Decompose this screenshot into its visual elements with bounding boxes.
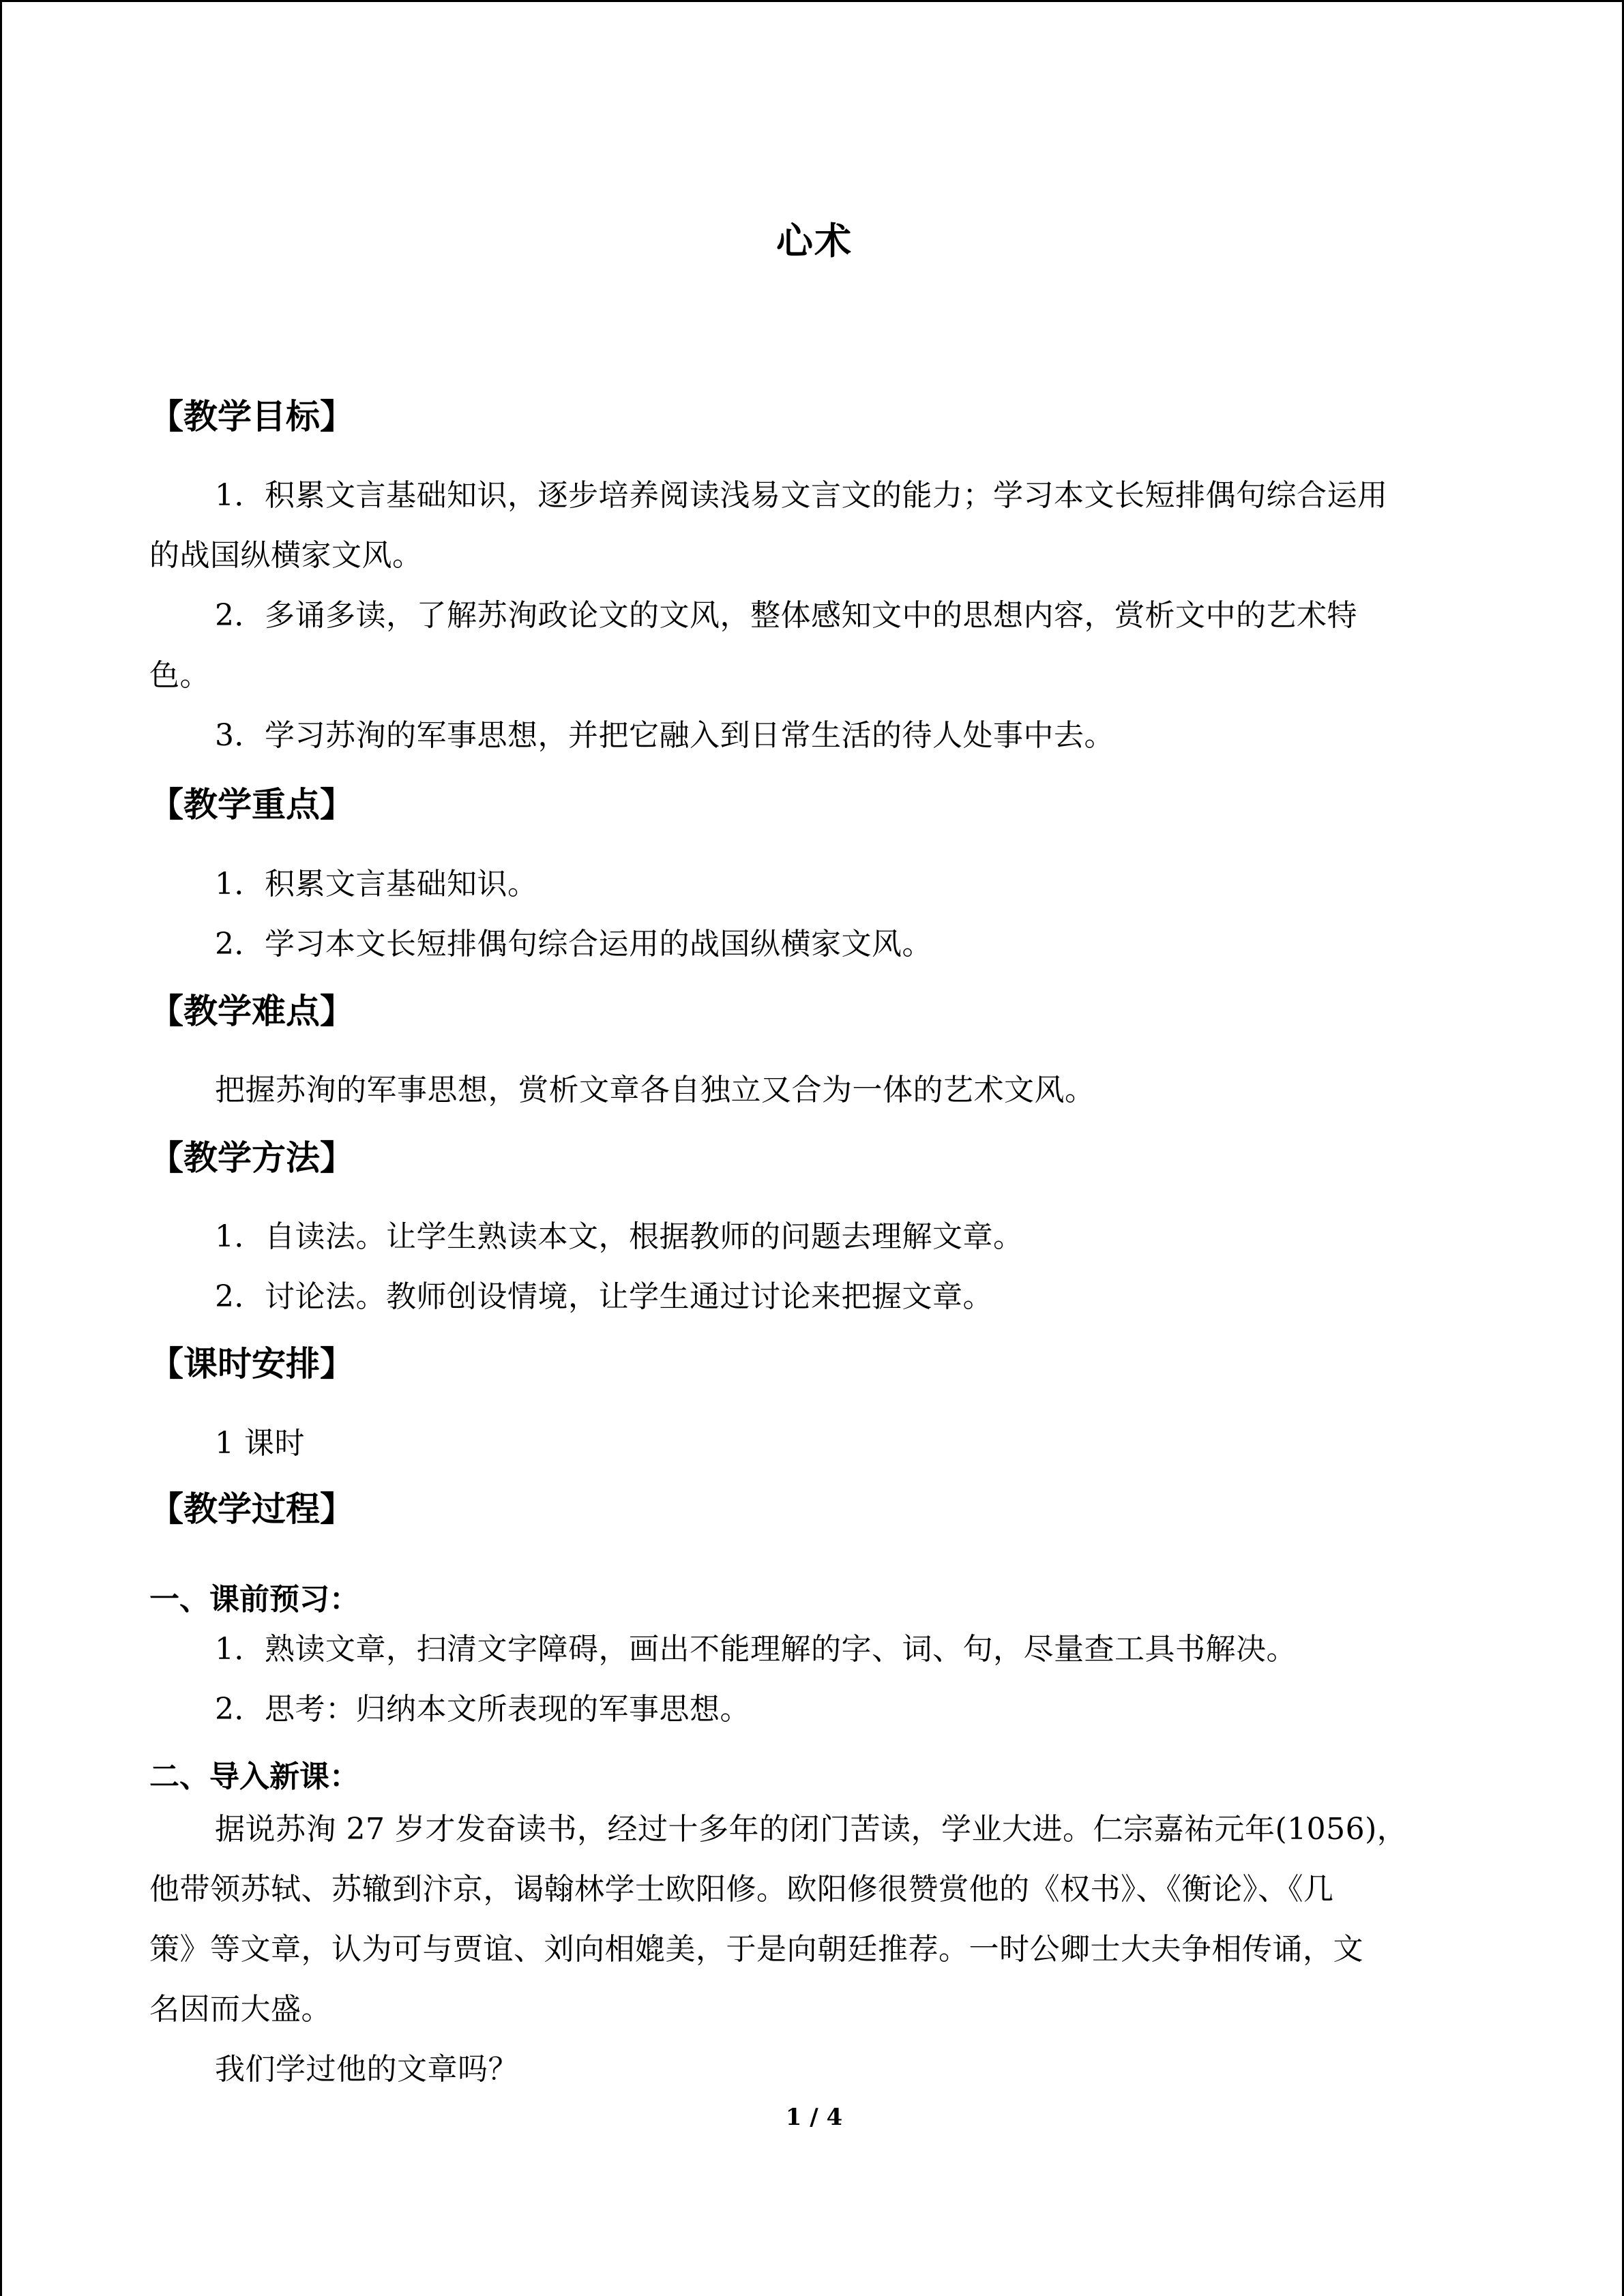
page-title: 心术: [776, 219, 853, 263]
preview-item-1: 1．熟读文章，扫清文字障碍，画出不能理解的字、词、句，尽量查工具书解决。: [215, 1632, 1297, 1667]
heading-difficulties: 【教学难点】: [149, 991, 354, 1031]
method-1: 1．自读法。让学生熟读本文，根据教师的问题去理解文章。: [215, 1219, 1024, 1254]
heading-process: 【教学过程】: [149, 1489, 354, 1529]
objective-line-2: 2．多诵多读，了解苏洵政论文的文风，整体感知文中的思想内容，赏析文中的艺术特: [215, 598, 1357, 633]
method-2: 2．讨论法。教师创设情境，让学生通过讨论来把握文章。: [215, 1279, 993, 1314]
preview-item-2: 2．思考：归纳本文所表现的军事思想。: [215, 1692, 750, 1727]
objective-line-3: 3．学习苏洵的军事思想，并把它融入到日常生活的待人处事中去。: [215, 718, 1114, 753]
intro-line-5: 我们学过他的文章吗？: [215, 2052, 518, 2087]
schedule-1: 1 课时: [215, 1426, 305, 1461]
subheading-intro: 二、导入新课：: [149, 1759, 359, 1794]
heading-schedule: 【课时安排】: [149, 1343, 354, 1384]
heading-objectives: 【教学目标】: [149, 396, 354, 436]
intro-line-2: 他带领苏轼、苏辙到汴京，谒翰林学士欧阳修。欧阳修很赞赏他的《权书》、《衡论》、《几: [149, 1872, 1334, 1907]
objective-line-2-cont: 色。: [149, 658, 210, 693]
intro-line-3: 策》等文章，认为可与贾谊、刘向相媲美，于是向朝廷推荐。一时公卿士大夫争相传诵，文: [149, 1932, 1363, 1967]
intro-line-1: 据说苏洵 27 岁才发奋读书，经过十多年的闭门苦读，学业大进。仁宗嘉祐元年(1056)，: [215, 1812, 1408, 1847]
key-point-2: 2．学习本文长短排偶句综合运用的战国纵横家文风。: [215, 927, 932, 961]
difficulty-1: 把握苏洵的军事思想，赏析文章各自独立又合为一体的艺术文风。: [215, 1073, 1095, 1107]
objective-line-1: 1．积累文言基础知识，逐步培养阅读浅易文言文的能力；学习本文长短排偶句综合运用: [215, 478, 1388, 513]
subheading-preview: 一、课前预习：: [149, 1582, 359, 1617]
intro-line-4: 名因而大盛。: [149, 1992, 331, 2027]
heading-key-points: 【教学重点】: [149, 784, 354, 824]
page-indicator: 1 / 4: [785, 2104, 843, 2131]
objective-line-1-cont: 的战国纵横家文风。: [149, 538, 423, 573]
key-point-1: 1．积累文言基础知识。: [215, 867, 538, 901]
heading-methods: 【教学方法】: [149, 1137, 354, 1178]
